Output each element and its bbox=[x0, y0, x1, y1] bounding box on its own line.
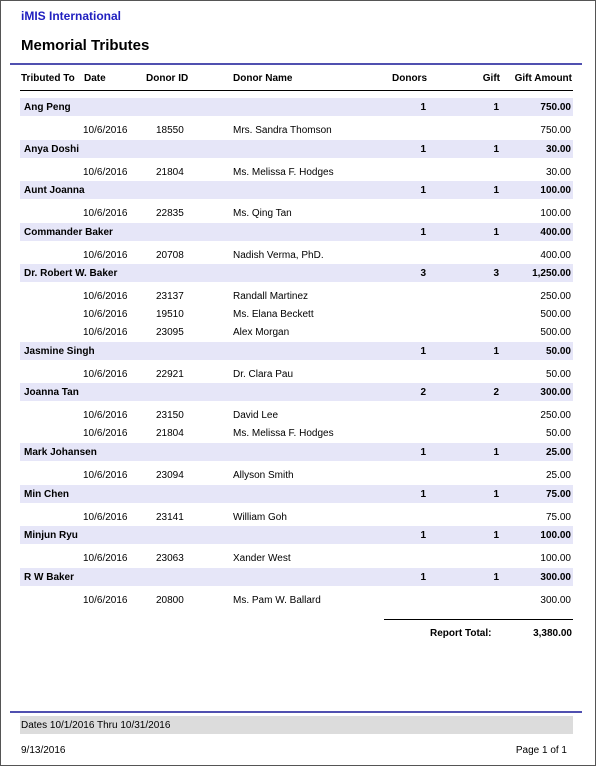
tributee-group-row bbox=[20, 383, 573, 401]
donation-detail-row bbox=[20, 287, 573, 305]
date-range-text: Dates 10/1/2016 Thru 10/31/2016 bbox=[21, 720, 171, 731]
donor-name: Nadish Verma, PhD. bbox=[233, 250, 324, 261]
group-gift-count: 1 bbox=[493, 102, 499, 113]
donation-date: 10/6/2016 bbox=[83, 327, 128, 338]
donation-amount: 50.00 bbox=[545, 428, 571, 439]
tributee-group-row bbox=[20, 568, 573, 586]
tributee-group-row bbox=[20, 140, 573, 158]
group-donor-count: 1 bbox=[420, 447, 426, 458]
tributee-name: Ang Peng bbox=[24, 102, 71, 113]
donor-id: 20708 bbox=[156, 250, 184, 261]
tributee-name: Minjun Ryu bbox=[24, 530, 78, 541]
donor-id: 23137 bbox=[156, 291, 184, 302]
tributee-group-row bbox=[20, 485, 573, 503]
tributee-name: Aunt Joanna bbox=[24, 185, 85, 196]
donation-date: 10/6/2016 bbox=[83, 309, 128, 320]
donor-name: Ms. Pam W. Ballard bbox=[233, 595, 321, 606]
report-title: Memorial Tributes bbox=[21, 37, 150, 54]
donor-name: Alex Morgan bbox=[233, 327, 290, 338]
group-gift-amount: 300.00 bbox=[540, 572, 571, 583]
donation-detail-row bbox=[20, 305, 573, 323]
donor-id: 23063 bbox=[156, 553, 184, 564]
donation-date: 10/6/2016 bbox=[83, 512, 128, 523]
donation-detail-row bbox=[20, 365, 573, 383]
donor-name: Allyson Smith bbox=[233, 470, 294, 481]
donor-name: Xander West bbox=[233, 553, 291, 564]
donation-amount: 75.00 bbox=[545, 512, 571, 523]
col-header-tributed-to: Tributed To bbox=[21, 73, 75, 84]
tributee-group-row bbox=[20, 98, 573, 116]
donation-detail-row bbox=[20, 549, 573, 567]
tributee-name: Dr. Robert W. Baker bbox=[24, 268, 118, 279]
tributee-group-row bbox=[20, 342, 573, 360]
col-header-donors: Donors bbox=[392, 73, 427, 84]
donation-detail-row bbox=[20, 406, 573, 424]
donation-date: 10/6/2016 bbox=[83, 208, 128, 219]
col-header-gift-amount: Gift Amount bbox=[514, 73, 572, 84]
donation-detail-row bbox=[20, 121, 573, 139]
donor-name: Mrs. Sandra Thomson bbox=[233, 125, 332, 136]
donor-id: 21804 bbox=[156, 428, 184, 439]
donor-id: 23094 bbox=[156, 470, 184, 481]
donation-detail-row bbox=[20, 424, 573, 442]
group-donor-count: 1 bbox=[420, 572, 426, 583]
page-number: Page 1 of 1 bbox=[515, 745, 567, 756]
col-header-gift: Gift bbox=[482, 73, 500, 84]
donation-date: 10/6/2016 bbox=[83, 410, 128, 421]
donor-name: William Goh bbox=[233, 512, 287, 523]
group-gift-amount: 50.00 bbox=[545, 346, 571, 357]
donation-date: 10/6/2016 bbox=[83, 125, 128, 136]
group-donor-count: 1 bbox=[420, 227, 426, 238]
donation-amount: 250.00 bbox=[540, 410, 571, 421]
group-gift-amount: 750.00 bbox=[540, 102, 571, 113]
tributee-name: Min Chen bbox=[24, 489, 69, 500]
donor-id: 18550 bbox=[156, 125, 184, 136]
donation-detail-row bbox=[20, 591, 573, 609]
donor-id: 19510 bbox=[156, 309, 184, 320]
donor-name: Randall Martinez bbox=[233, 291, 309, 302]
group-gift-count: 1 bbox=[493, 227, 499, 238]
donation-amount: 500.00 bbox=[540, 309, 571, 320]
group-gift-amount: 300.00 bbox=[540, 387, 571, 398]
donation-date: 10/6/2016 bbox=[83, 369, 128, 380]
print-date: 9/13/2016 bbox=[21, 745, 66, 756]
donation-date: 10/6/2016 bbox=[83, 291, 128, 302]
group-gift-count: 1 bbox=[493, 530, 499, 541]
donation-amount: 250.00 bbox=[540, 291, 571, 302]
tributee-group-row bbox=[20, 443, 573, 461]
donation-detail-row bbox=[20, 246, 573, 264]
donation-amount: 500.00 bbox=[540, 327, 571, 338]
donor-name: Ms. Melissa F. Hodges bbox=[233, 167, 334, 178]
donor-name: Dr. Clara Pau bbox=[233, 369, 294, 380]
group-gift-amount: 400.00 bbox=[540, 227, 571, 238]
group-donor-count: 1 bbox=[420, 489, 426, 500]
donor-id: 22921 bbox=[156, 369, 184, 380]
total-rule bbox=[384, 619, 573, 620]
donation-amount: 100.00 bbox=[540, 208, 571, 219]
donor-name: Ms. Elana Beckett bbox=[233, 309, 314, 320]
tributee-name: Jasmine Singh bbox=[24, 346, 95, 357]
donation-amount: 400.00 bbox=[540, 250, 571, 261]
donation-detail-row bbox=[20, 508, 573, 526]
group-gift-amount: 1,250.00 bbox=[532, 268, 571, 279]
tributee-group-row bbox=[20, 223, 573, 241]
donor-id: 20800 bbox=[156, 595, 184, 606]
group-gift-count: 3 bbox=[493, 268, 499, 279]
donation-detail-row bbox=[20, 204, 573, 222]
group-donor-count: 1 bbox=[420, 185, 426, 196]
group-gift-count: 1 bbox=[493, 447, 499, 458]
tributee-name: Anya Doshi bbox=[24, 144, 80, 155]
donor-id: 23141 bbox=[156, 512, 184, 523]
group-gift-amount: 100.00 bbox=[540, 185, 571, 196]
group-gift-amount: 100.00 bbox=[540, 530, 571, 541]
donor-id: 23095 bbox=[156, 327, 184, 338]
group-gift-count: 1 bbox=[493, 572, 499, 583]
group-gift-count: 1 bbox=[493, 185, 499, 196]
donation-amount: 30.00 bbox=[545, 167, 571, 178]
group-gift-count: 2 bbox=[493, 387, 499, 398]
group-donor-count: 1 bbox=[420, 346, 426, 357]
header-divider bbox=[10, 63, 582, 65]
tributee-group-row bbox=[20, 526, 573, 544]
organization-name: iMIS International bbox=[21, 9, 122, 23]
donation-date: 10/6/2016 bbox=[83, 595, 128, 606]
donation-amount: 750.00 bbox=[540, 125, 571, 136]
donation-amount: 100.00 bbox=[540, 553, 571, 564]
donation-amount: 50.00 bbox=[545, 369, 571, 380]
group-gift-count: 1 bbox=[493, 144, 499, 155]
tributee-name: Mark Johansen bbox=[24, 447, 97, 458]
report-total-value: 3,380.00 bbox=[533, 628, 572, 639]
group-gift-amount: 75.00 bbox=[545, 489, 571, 500]
group-gift-amount: 30.00 bbox=[545, 144, 571, 155]
group-gift-amount: 25.00 bbox=[545, 447, 571, 458]
group-donor-count: 1 bbox=[420, 530, 426, 541]
group-donor-count: 1 bbox=[420, 144, 426, 155]
col-header-donor-name: Donor Name bbox=[233, 73, 293, 84]
group-donor-count: 2 bbox=[420, 387, 426, 398]
group-gift-count: 1 bbox=[493, 489, 499, 500]
donation-detail-row bbox=[20, 466, 573, 484]
donation-detail-row bbox=[20, 323, 573, 341]
tributee-group-row bbox=[20, 264, 573, 282]
donation-date: 10/6/2016 bbox=[83, 553, 128, 564]
footer-date-range-bar bbox=[20, 716, 573, 734]
footer-divider bbox=[10, 711, 582, 713]
donor-name: David Lee bbox=[233, 410, 279, 421]
donation-date: 10/6/2016 bbox=[83, 470, 128, 481]
col-header-date: Date bbox=[84, 73, 106, 84]
tributee-name: Commander Baker bbox=[24, 227, 113, 238]
donor-id: 21804 bbox=[156, 167, 184, 178]
tributee-name: R W Baker bbox=[24, 572, 75, 583]
report-total-label: Report Total: bbox=[430, 628, 492, 639]
tributee-name: Joanna Tan bbox=[24, 387, 79, 398]
donor-id: 22835 bbox=[156, 208, 184, 219]
donor-name: Ms. Qing Tan bbox=[233, 208, 292, 219]
column-header-rule bbox=[20, 90, 573, 91]
donor-name: Ms. Melissa F. Hodges bbox=[233, 428, 334, 439]
col-header-donor-id: Donor ID bbox=[146, 73, 189, 84]
group-gift-count: 1 bbox=[493, 346, 499, 357]
donation-date: 10/6/2016 bbox=[83, 428, 128, 439]
donation-amount: 25.00 bbox=[545, 470, 571, 481]
tributee-group-row bbox=[20, 181, 573, 199]
donation-date: 10/6/2016 bbox=[83, 167, 128, 178]
donor-id: 23150 bbox=[156, 410, 184, 421]
group-donor-count: 3 bbox=[420, 268, 426, 279]
group-donor-count: 1 bbox=[420, 102, 426, 113]
donation-amount: 300.00 bbox=[540, 595, 571, 606]
donation-date: 10/6/2016 bbox=[83, 250, 128, 261]
donation-detail-row bbox=[20, 163, 573, 181]
